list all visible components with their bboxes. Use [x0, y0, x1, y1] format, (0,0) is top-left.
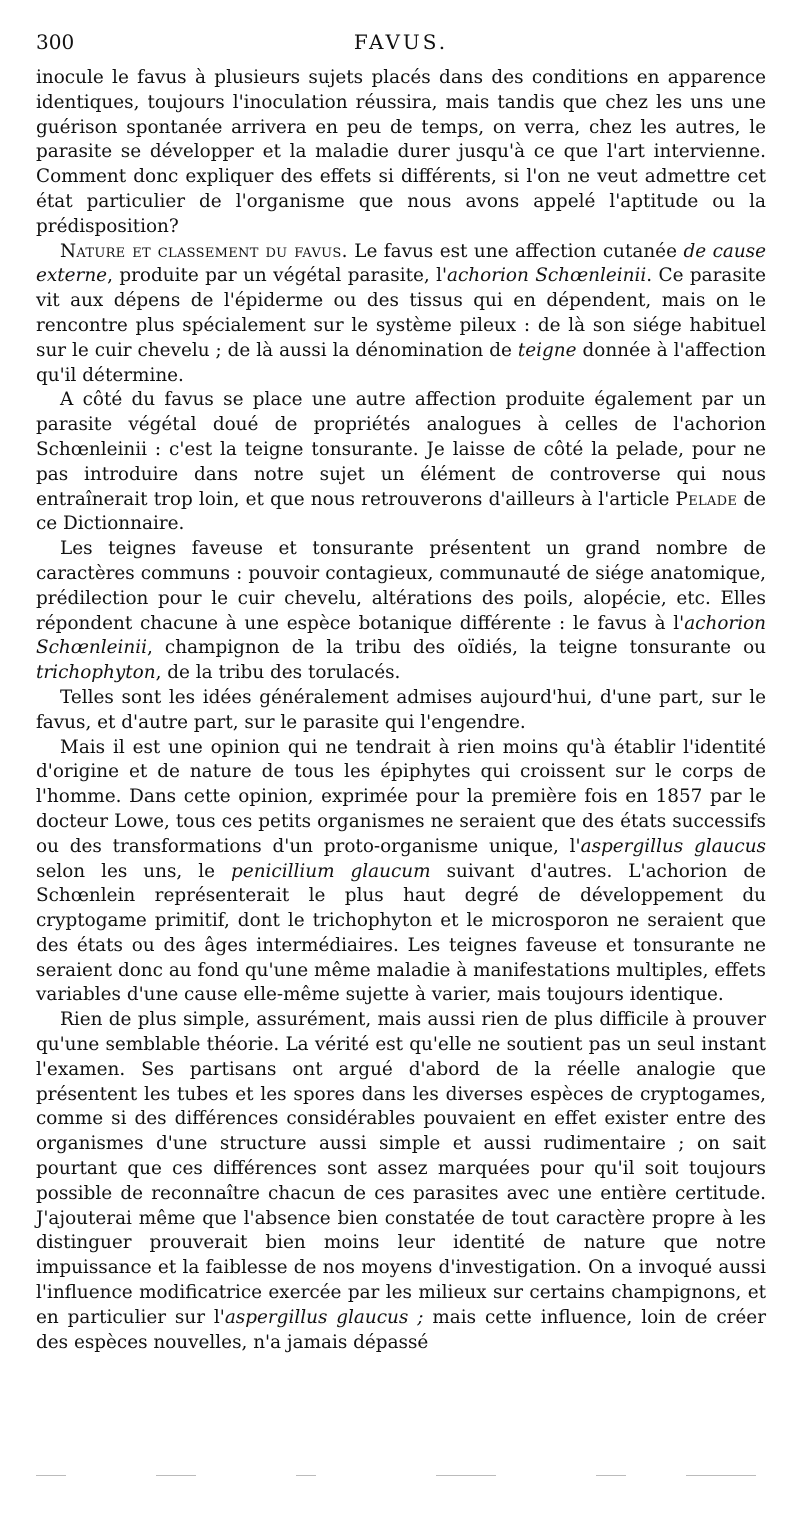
paragraph-5: Telles sont les idées généralement admises aujourd'hui, d'une part, sur le favus, et d'autre part, sur le parasite qui l'engendre.: [36, 686, 766, 733]
paragraph-3: A côté du favus se place une autre affection produite également par un parasite végétal doué de propriétés analogues à celles de l'achorion Schœnleinii : c'est la teigne tonsurante. Je laisse de côté la pelade, pour ne pas introduire dans notre sujet un élément de controverse qui nous entraînerait trop loin, et que nous retrouverons d'ailleurs à l'article Pelade de ce Dictionnaire.: [36, 389, 766, 535]
section-heading: Nature et classement du favus.: [60, 240, 348, 262]
paragraph-4: Les teignes faveuse et tonsurante présentent un grand nombre de caractères communs : pouvoir contagieux, communauté de siége anatomique, prédilection pour le cuir chevelu, altérations des poils, alopécie, etc. Elles répondent chacune à une espèce botanique différente : le favus à l'achorion Schœnleinii, champignon de la tribu des oïdiés, la teigne tonsurante ou trichophyton, de la tribu des torulacés.: [36, 538, 766, 684]
running-title: FAVUS.: [353, 30, 449, 54]
cross-reference: Pelade: [675, 488, 738, 510]
body-text: [36, 66, 766, 1355]
scan-artifacts: [36, 1475, 766, 1485]
page-number: 300: [36, 30, 75, 54]
page-header: [36, 30, 766, 66]
book-page: [36, 30, 766, 1355]
paragraph-1: inocule le favus à plusieurs sujets placés dans des conditions en apparence identiques, toujours l'inoculation réussira, mais tandis que chez les uns une guérison spontanée arrivera en peu de temps, on verra, chez les autres, le parasite se développer et la maladie durer jusqu'à ce que l'art intervienne. Comment donc expliquer des effets si différents, si l'on ne veut admettre cet état particulier de l'organisme que nous avons appelé l'aptitude ou la prédisposition?: [36, 67, 766, 237]
paragraph-6: Mais il est une opinion qui ne tendrait à rien moins qu'à établir l'identité d'origine et de nature de tous les épiphytes qui croissent sur le corps de l'homme. Dans cette opinion, exprimée pour la première fois en 1857 par le docteur Lowe, tous ces petits organismes ne seraient que des états successifs ou des transformations d'un proto-organisme unique, l'aspergillus glaucus selon les uns, le penicillium glaucum suivant d'autres. L'achorion de Schœnlein représenterait le plus haut degré de développement du cryptogame primitif, dont le trichophyton et le microsporon ne seraient que des états ou des âges intermédiaires. Les teignes faveuse et tonsurante ne seraient donc au fond qu'une même maladie à manifestations multiples, effets variables d'une cause elle-même sujette à varier, mais toujours identique.: [36, 736, 766, 1006]
paragraph-7: Rien de plus simple, assurément, mais aussi rien de plus difficile à prouver qu'une semblable théorie. La vérité est qu'elle ne soutient pas un seul instant l'examen. Ses partisans ont argué d'abord de la réelle analogie que présentent les tubes et les spores dans les diverses espèces de cryptogames, comme si des différences considérables pouvaient en effet exister entre des organismes d'une structure aussi simple et aussi rudimentaire ; on sait pourtant que ces différences sont assez marquées pour qu'il soit toujours possible de reconnaître chacun de ces parasites avec une entière certitude. J'ajouterai même que l'absence bien constatée de tout caractère propre à les distinguer prouverait bien moins leur identité de nature que notre impuissance et la faiblesse de nos moyens d'investigation. On a invoqué aussi l'influence modificatrice exercée par les milieux sur certains champignons, et en particulier sur l'aspergillus glaucus ; mais cette influence, loin de créer des espèces nouvelles, n'a jamais dépassé: [36, 1009, 766, 1353]
paragraph-2: Nature et classement du favus. Le favus est une affection cutanée de cause externe, produite par un végétal parasite, l'achorion Schœnleinii. Ce parasite vit aux dépens de l'épiderme ou des tissus qui en dépendent, mais on le rencontre plus spécialement sur le système pileux : de là son siége habituel sur le cuir chevelu ; de là aussi la dénomination de teigne donnée à l'affection qu'il détermine.: [36, 240, 767, 386]
